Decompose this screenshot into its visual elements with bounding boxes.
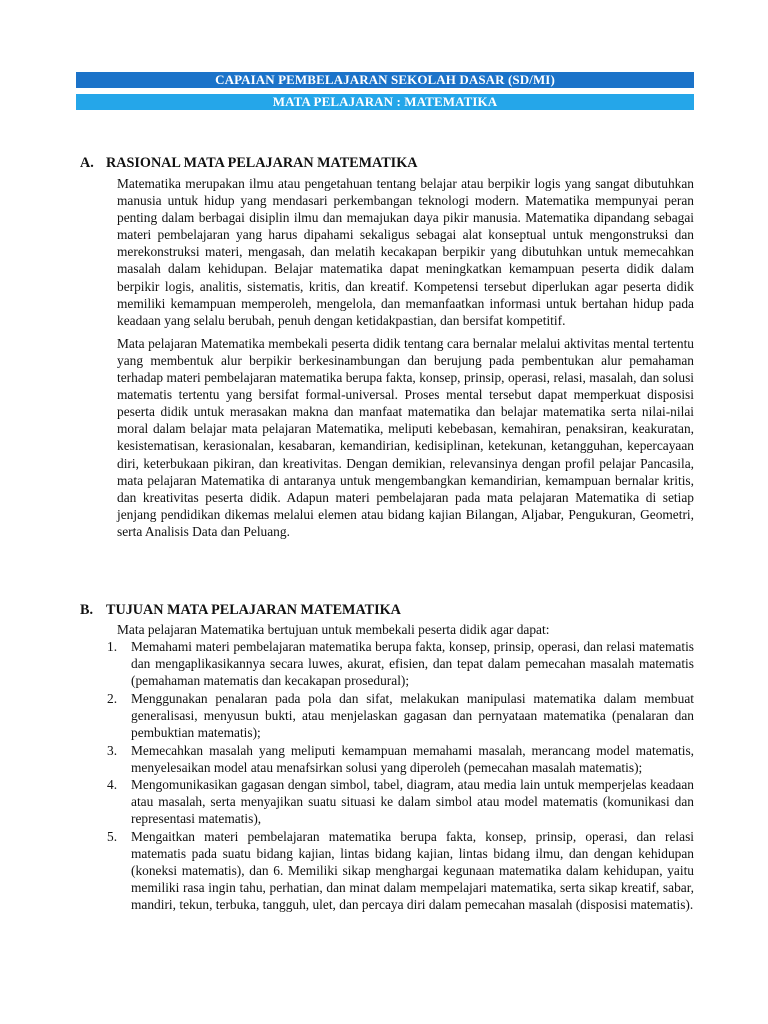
list-item-text: Memahami materi pembelajaran matematika berupa fakta, konsep, prinsip, operasi, dan relasi matematis dan mengaplikasikannya secara luwes, akurat, efisien, dan tepat dalam pemecahan masalah matematis (pemahaman matematis dan kecakapan prosedural);	[131, 639, 694, 689]
goal-list	[107, 638, 694, 914]
list-item-text: Menggunakan penalaran pada pola dan sifat, melakukan manipulasi matematika dalam membuat generalisasi, menyusun bukti, atau menjelaskan gagasan dan pernyataan matematika (penalaran dan pembuktian matematis);	[131, 690, 694, 740]
list-item-number: 1.	[107, 639, 118, 654]
section-a-paragraph-1: Matematika merupakan ilmu atau pengetahuan tentang belajar atau berpikir logis yang sangat dibutuhkan manusia untuk hidup yang mendasari perkembangan teknologi modern. Matematika mempunyai peran penting dalam berbagai disiplin ilmu dan memajukan daya pikir manusia. Matematika dipandang sebagai materi pembelajaran yang harus dipahami sekaligus sebagai alat konseptual untuk mengonstruksi dan merekonstruksi materi, mengasah, dan melatih kecakapan berpikir yang dibutuhkan untuk memecahkan masalah dalam kehidupan. Belajar matematika dapat meningkatkan kemampuan peserta didik dalam berpikir logis, analitis, sistematis, kritis, dan kreatif. Kompetensi tersebut diperlukan agar peserta didik memiliki kemampuan memperoleh, mengelola, dan memanfaatkan informasi untuk bertahan hidup pada keadaan yang selalu berubah, penuh dengan ketidakpastian, dan bersifat kompetitif.	[117, 176, 694, 328]
section-a-letter: A.	[80, 155, 94, 171]
section-a-title: RASIONAL MATA PELAJARAN MATEMATIKA	[106, 155, 418, 171]
section-a-paragraph-2: Mata pelajaran Matematika membekali peserta didik tentang cara bernalar melalui aktivitas mental tertentu yang membentuk alur berpikir berkesinambungan dan berujung pada pembentukan alur pemahaman terhadap materi pembelajaran matematika berupa fakta, konsep, prinsip, operasi, relasi, masalah, dan solusi matematis tertentu yang bersifat formal-universal. Proses mental tersebut dapat memperkuat disposisi peserta didik untuk merasakan makna dan manfaat matematika dan belajar matematika serta nilai-nilai moral dalam belajar mata pelajaran Matematika, meliputi kebebasan, kemahiran, penaksiran, keakuratan, kesistematisan, kerasionalan, kesabaran, kemandirian, kedisiplinan, ketekunan, ketangguhan, kepercayaan diri, keterbukaan pikiran, dan kreativitas. Dengan demikian, relevansinya dengan profil pelajar Pancasila, mata pelajaran Matematika di antaranya untuk mengembangkan kemandirian, kemampuan bernalar kritis, dan kreativitas peserta didik. Adapun materi pembelajaran pada mata pelajaran Matematika di setiap jenjang pendidikan dikemas melalui elemen atau bidang kajian Bilangan, Aljabar, Pengukuran, Geometri, serta Analisis Data dan Peluang.	[117, 335, 694, 539]
list-item-text: Memecahkan masalah yang meliputi kemampuan memahami masalah, merancang model matematis, menyelesaikan model atau menafsirkan solusi yang diperoleh (pemecahan masalah matematis);	[131, 742, 694, 775]
list-item-number: 4.	[107, 777, 118, 793]
section-b-heading	[80, 601, 401, 619]
list-item	[107, 638, 694, 689]
list-item-number: 2.	[107, 690, 118, 706]
list-item	[107, 690, 694, 741]
section-b-letter: B.	[80, 602, 94, 618]
list-item-text: Mengaitkan materi pembelajaran matematika berupa fakta, konsep, prinsip, operasi, dan relasi matematis pada suatu bidang kajian, lintas bidang kajian, lintas bidang ilmu, dan dengan kehidupan (koneksi matematis), dan 6. Memiliki sikap menghargai kegunaan matematika dalam kehidupan, yaitu memiliki rasa ingin tahu, perhatian, dan minat dalam mempelajari matematika, serta sikap kreatif, sabar, mandiri, tekun, terbuka, tangguh, ulet, dan percaya diri dalam pemecahan masalah (disposisi matematis).	[131, 829, 694, 913]
list-item	[107, 828, 694, 913]
list-item	[107, 776, 694, 827]
document-title-banner: CAPAIAN PEMBELAJARAN SEKOLAH DASAR (SD/MI)	[76, 72, 694, 88]
list-item-number: 3.	[107, 742, 118, 758]
section-a-heading	[80, 154, 417, 172]
list-item-number: 5.	[107, 829, 118, 845]
section-b-intro: Mata pelajaran Matematika bertujuan untuk membekali peserta didik agar dapat:	[117, 622, 550, 637]
list-item-text: Mengomunikasikan gagasan dengan simbol, tabel, diagram, atau media lain untuk memperjelas keadaan atau masalah, serta menyajikan suatu situasi ke dalam simbol atau model matematis (komunikasi dan representasi matematis),	[131, 777, 694, 827]
section-b-title: TUJUAN MATA PELAJARAN MATEMATIKA	[106, 602, 401, 618]
list-item	[107, 742, 694, 776]
subject-banner: MATA PELAJARAN : MATEMATIKA	[76, 94, 694, 110]
section-a-body	[117, 175, 694, 540]
